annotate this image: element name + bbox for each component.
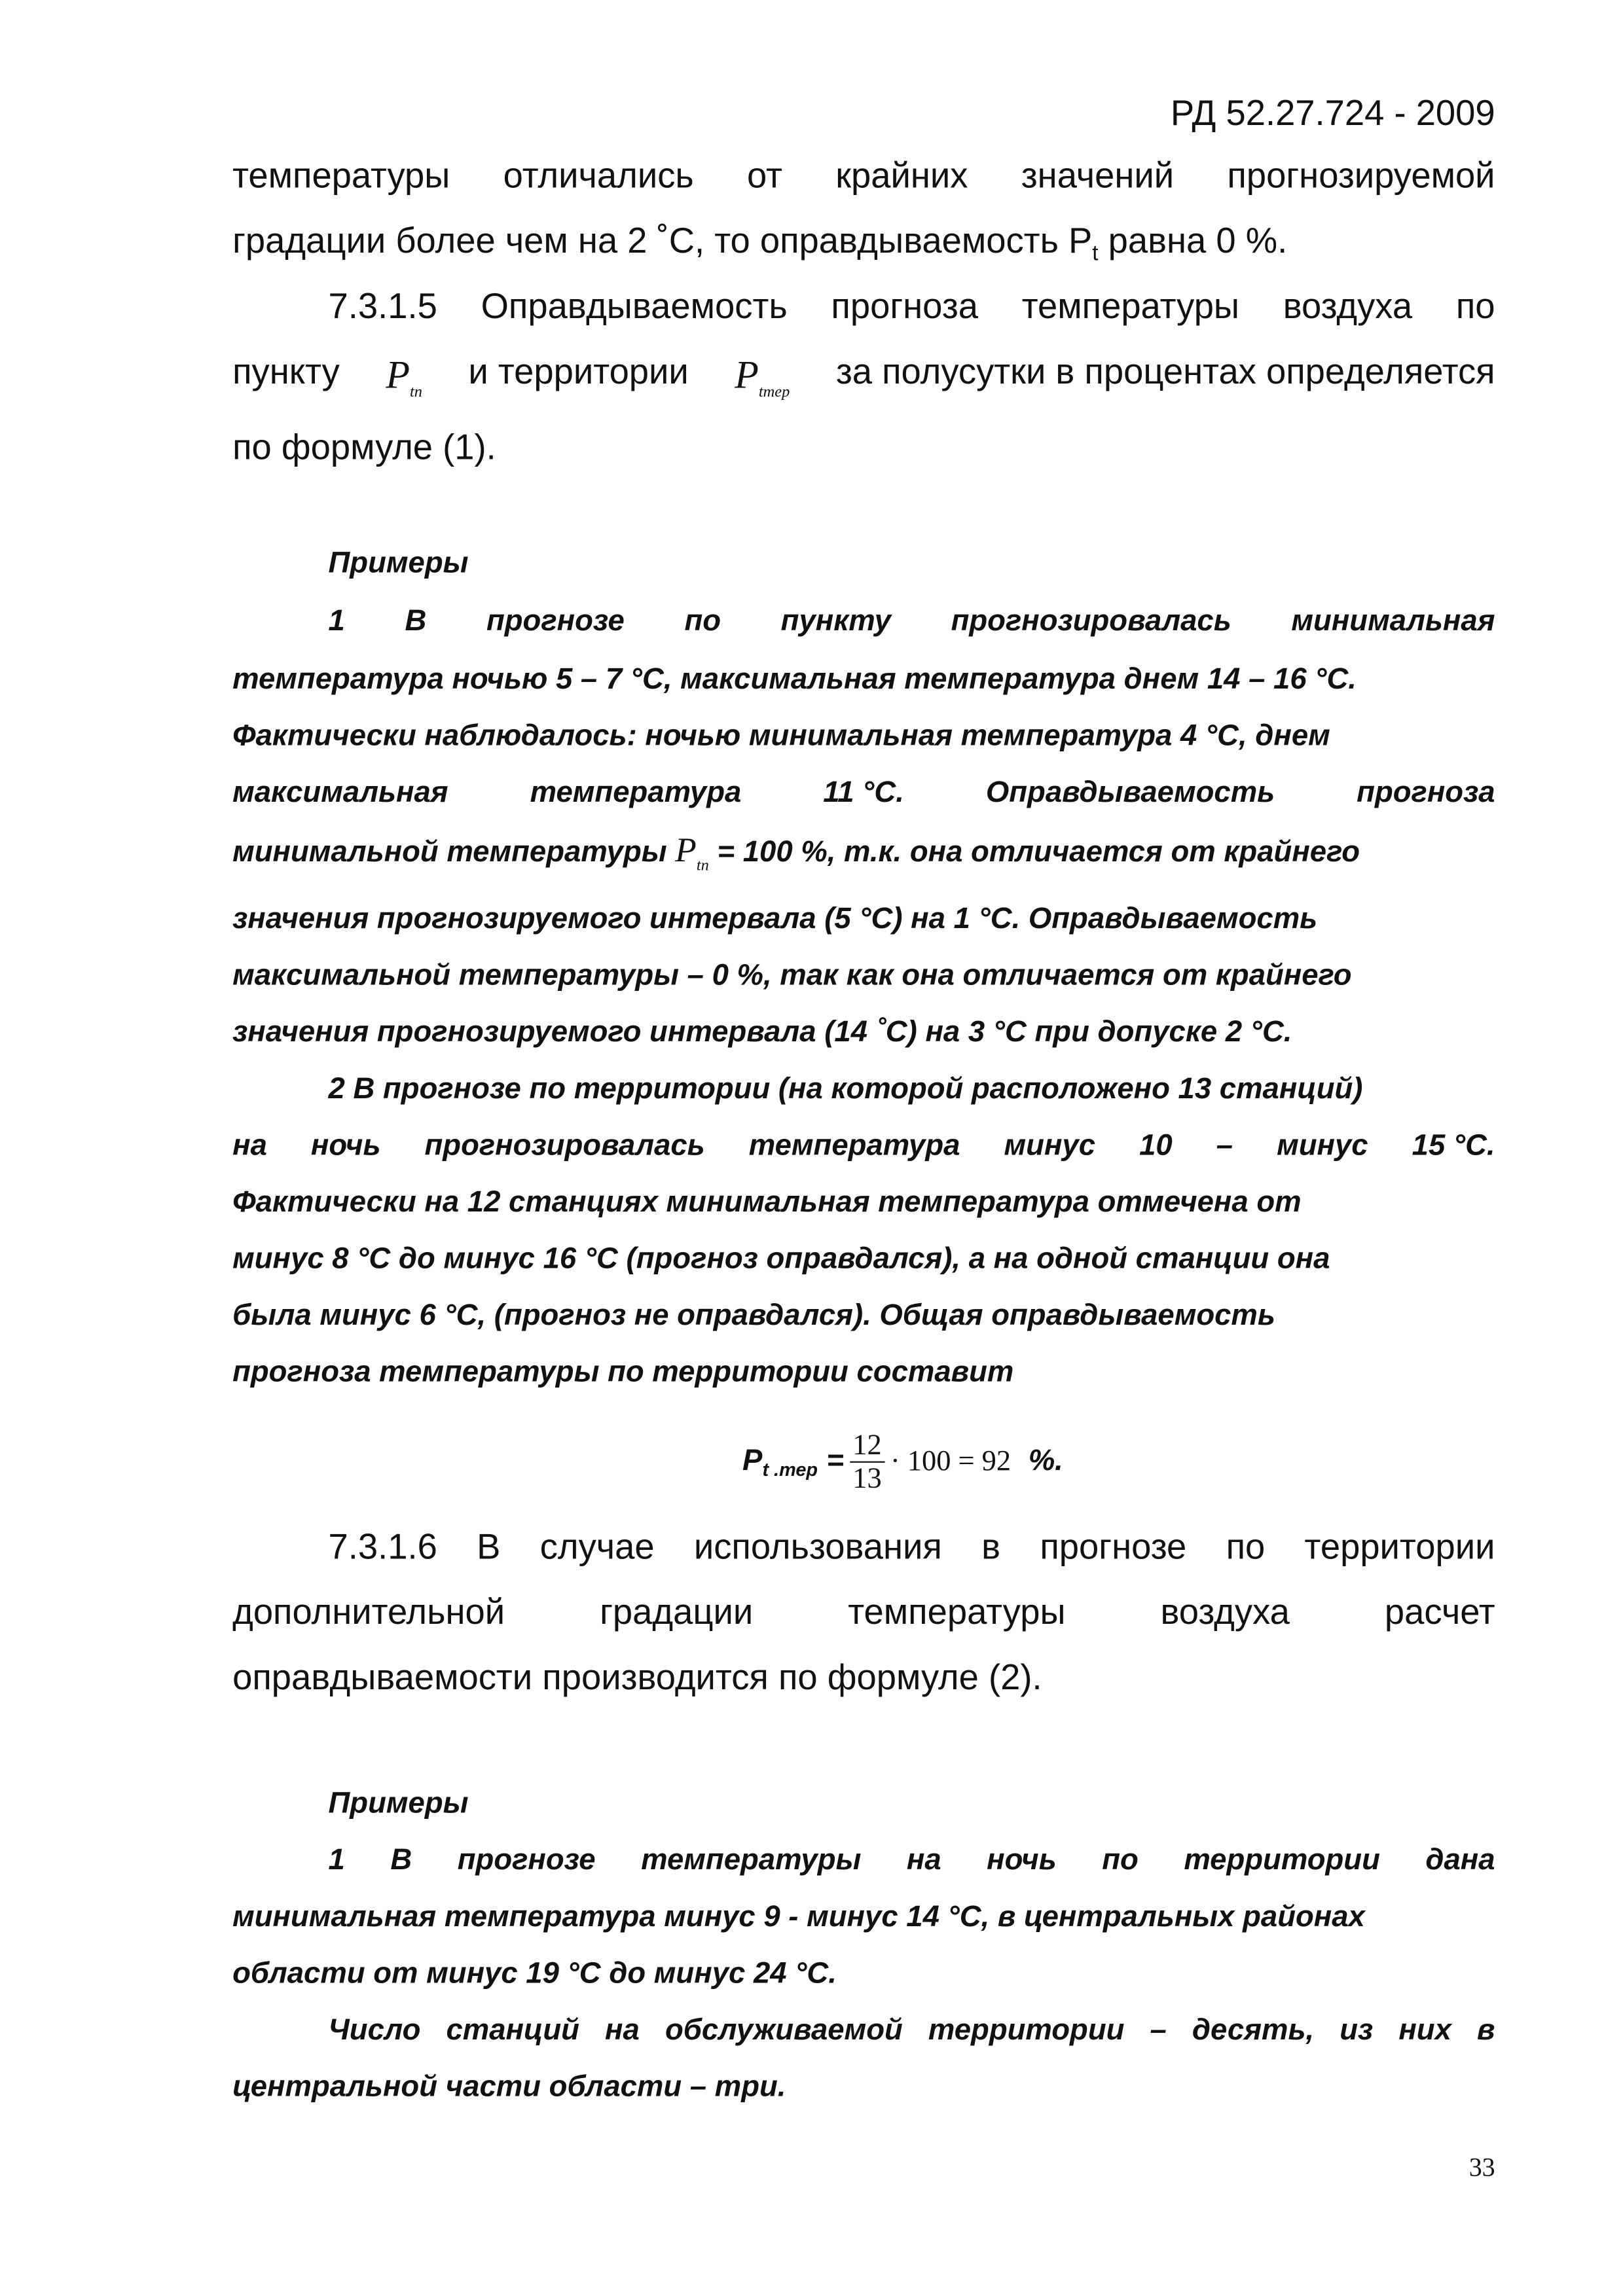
word: В [390, 1843, 412, 1877]
example2-line3: Фактически на 12 станциях минимальная температура отмечена от [232, 1185, 1302, 1219]
word: станций [446, 2013, 579, 2047]
word: минимальная [1291, 604, 1495, 638]
formula-equals: = [826, 1443, 844, 1478]
word: прогнозе [457, 1843, 596, 1877]
word: температуры [232, 156, 450, 196]
example1-line5 [232, 833, 1495, 874]
word: по [684, 604, 721, 638]
word: прогнозе [1040, 1528, 1187, 1568]
example2-line4: минус 8 °С до минус 16 °С (прогноз оправдался), а на одной станции она [232, 1242, 1330, 1276]
word: температуры [1021, 287, 1240, 327]
word: крайних [835, 156, 968, 196]
word: обслуживаемой [665, 2013, 903, 2047]
word: минус [1277, 1128, 1368, 1162]
word: на [232, 1128, 267, 1162]
word: по [1455, 287, 1495, 327]
word: прогнозируемой [1227, 156, 1495, 196]
word: десять, [1192, 2013, 1315, 2047]
word: в [981, 1528, 1001, 1568]
word: воздуха [1283, 287, 1413, 327]
word: на [906, 1843, 941, 1877]
example1-line4 [232, 776, 1495, 810]
example2-line2 [232, 1128, 1495, 1163]
word: В [477, 1528, 501, 1568]
word: прогнозе [486, 604, 625, 638]
word: – [1150, 2013, 1167, 2047]
word: из [1340, 2013, 1374, 2047]
examples2-line1 [329, 1843, 1495, 1878]
para2-line3: по формуле (1). [232, 428, 496, 468]
para3-line2 [232, 1594, 1495, 1634]
example1-line2: температура ночью 5 – 7 °С, максимальная температура днем 14 – 16 °С. [232, 662, 1357, 696]
fraction [850, 1429, 884, 1494]
word: территории [928, 2013, 1125, 2047]
word: 10 [1139, 1128, 1173, 1162]
word: прогнозировалась [951, 604, 1231, 638]
text: = 100 %, т.к. она отличается от крайнего [717, 835, 1360, 869]
word: воздуха [1160, 1593, 1290, 1633]
example1-line7: максимальной температуры – 0 %, так как она отличается от крайнего [232, 958, 1352, 992]
para2-line2 [232, 353, 1495, 401]
word: Оправдываемость [481, 287, 788, 327]
para3-line1 [329, 1528, 1495, 1569]
numerator: 12 [850, 1429, 884, 1462]
word: пункту [780, 604, 891, 638]
word: ночь [987, 1843, 1057, 1877]
examples2-heading: Примеры [328, 1786, 469, 1820]
formula-lhs: Pt .тер [742, 1443, 818, 1480]
formula-unit: %. [1028, 1443, 1063, 1478]
example1-line6: значения прогнозируемого интервала (5 °С) на 1 °С. Оправдываемость [232, 902, 1318, 936]
word: на [605, 2013, 640, 2047]
word: Число [328, 2013, 421, 2047]
para2-line1 [329, 287, 1495, 328]
word: – [1216, 1128, 1233, 1162]
formula-rest: · 100 = 92 [890, 1444, 1012, 1477]
para3-line3: оправдываемости производится по формуле (2). [232, 1659, 1042, 1698]
denominator: 13 [852, 1462, 882, 1494]
word: 1 [328, 1843, 345, 1877]
word: дана [1425, 1843, 1495, 1877]
text: и территории [468, 353, 689, 393]
word: от [746, 156, 782, 196]
examples2-line3: области от минус 19 °С до минус 24 °С. [232, 1956, 837, 1990]
var-p-tn: $P_{tп}$ [386, 353, 422, 401]
example1-line8: значения прогнозируемого интервала (14 ˚С) на 3 °С при допуске 2 °С. [232, 1015, 1292, 1049]
word: территории [1304, 1528, 1495, 1568]
formula-pt-ter [742, 1420, 1063, 1501]
word: максимальная [232, 776, 448, 810]
examples2-line4 [329, 2013, 1495, 2048]
section-number: 7.3.1.5 [328, 287, 437, 327]
word: случае [539, 1528, 655, 1568]
subscript: t [1092, 241, 1099, 266]
word: температуры [848, 1593, 1066, 1633]
word: по [1226, 1528, 1266, 1568]
example2-line1: 2 В прогнозе по территории (на которой расположено 13 станций) [328, 1071, 1363, 1105]
word: по [1102, 1843, 1139, 1877]
var-p-tter: $P_{tтер}$ [735, 353, 790, 401]
example1-line1 [329, 604, 1495, 639]
text: минимальной температуры [232, 835, 667, 869]
examples-heading: Примеры [328, 546, 469, 580]
word: Оправдываемость [985, 776, 1275, 810]
word: температура [748, 1128, 960, 1162]
word: них [1398, 2013, 1451, 2047]
section-number: 7.3.1.6 [328, 1528, 437, 1568]
examples2-line2: минимальная температура минус 9 - минус 14 °С, в центральных районах [232, 1899, 1365, 1933]
text: градации более чем на 2 ˚С, то оправдываемость P [232, 222, 1093, 262]
para1-line1 [232, 157, 1495, 198]
example2-line5: была минус 6 °С, (прогноз не оправдался). Общая оправдываемость [232, 1299, 1275, 1333]
var-p-tn: $P_{tп}$ [675, 832, 709, 875]
word: минус [1004, 1128, 1096, 1162]
word: значений [1021, 156, 1175, 196]
example1-line3: Фактически наблюдалось: ночью минимальная температура 4 °С, днем [232, 719, 1330, 753]
word: пункту [232, 353, 340, 393]
document-header: РД 52.27.724 - 2009 [1170, 94, 1495, 134]
word: в [1476, 2013, 1495, 2047]
word: В [405, 604, 427, 638]
word: расчет [1384, 1593, 1495, 1633]
word: прогноза [831, 287, 979, 327]
word: градации [600, 1593, 754, 1633]
word: ночь [310, 1128, 381, 1162]
word: 15 °С. [1412, 1128, 1495, 1162]
word: прогноза [1357, 776, 1495, 810]
text: равна 0 %. [1098, 222, 1288, 262]
examples2-line5: центральной части области – три. [232, 2070, 786, 2104]
word: температура [530, 776, 742, 810]
word: 11 °С. [823, 776, 904, 810]
word: прогнозировалась [424, 1128, 705, 1162]
page-number: 33 [1468, 2153, 1495, 2182]
word: территории [1184, 1843, 1380, 1877]
word: дополнительной [232, 1593, 505, 1633]
example2-line6: прогноза температуры по территории составит [232, 1355, 1014, 1389]
word: температуры [641, 1843, 862, 1877]
word: использования [693, 1528, 942, 1568]
para1-line2 [232, 223, 1495, 266]
text: за полусутки в процентах определяется [835, 353, 1495, 393]
word: отличались [503, 156, 694, 196]
word: 1 [328, 604, 345, 638]
